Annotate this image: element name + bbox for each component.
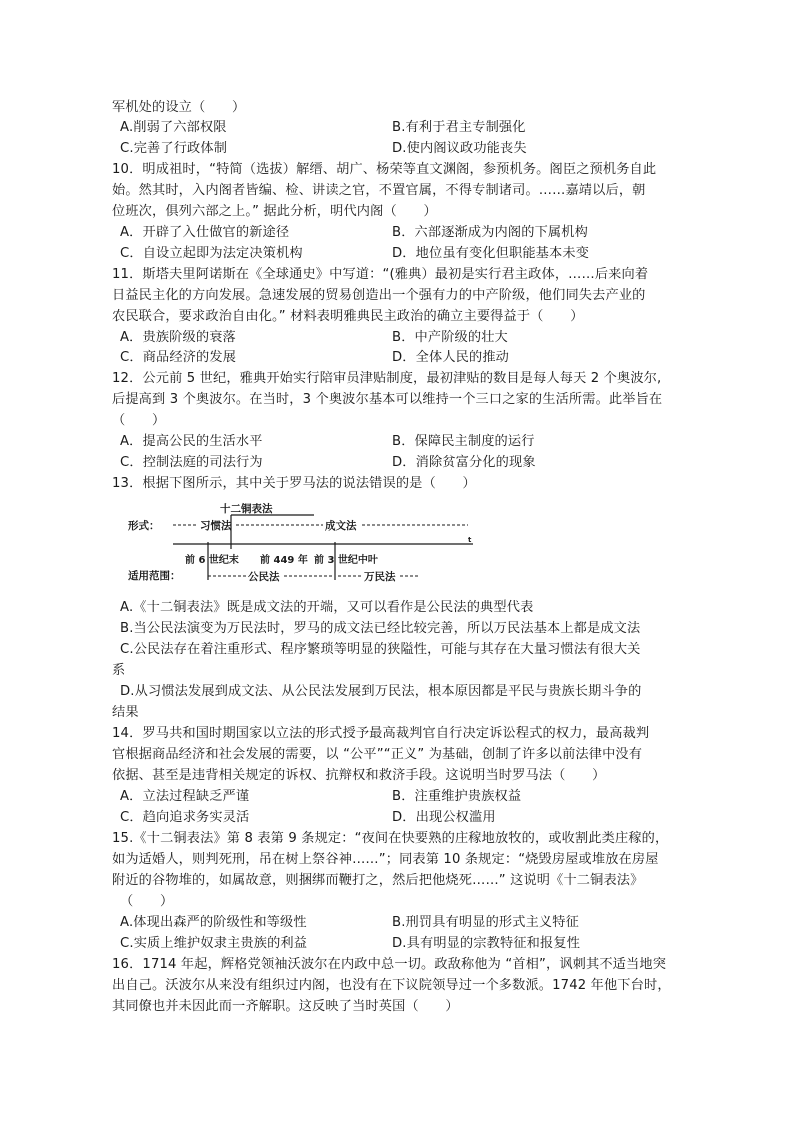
text-line-l10: 农民联合，要求政治自由化。” 材料表明雅典民主政治的确立主要得益于（ ） [112, 309, 584, 324]
text-line-l22: 系 [112, 663, 126, 678]
text-line-l35a: C.实质上维护奴隶主贵族的利益 [120, 936, 308, 951]
fig-scope-2: 万民法 [364, 571, 396, 583]
fig-row1-label: 形式： [128, 520, 160, 532]
text-line-l12b: D．全体人民的推动 [392, 350, 510, 365]
text-line-l26: 官根据商品经济和社会发展的需要，以 “公平”“正义” 为基础，创制了许多以前法律中没有 [112, 747, 643, 762]
text-line-l2b: D.使内阁议政功能丧失 [392, 141, 527, 156]
text-line-l17a: C．控制法庭的司法行为 [120, 455, 263, 470]
text-line-l28a: A．立法过程缺乏严谨 [120, 789, 250, 804]
text-line-l25: 14．罗马共和国时期国家以立法的形式授予最高裁判官自行决定诉讼程式的权力，最高裁判 [112, 726, 650, 741]
text-line-l32: 附近的谷物堆的，如属故意，则捆绑而鞭打之，然后把他烧死……” 这说明《十二铜表法》 [112, 873, 644, 888]
text-line-l4: 始。然其时，入内阁者皆编、检、讲读之官，不置官属，不得专制诸司。……嘉靖以后，朝 [112, 183, 646, 198]
text-line-l29b: D．出现公权滥用 [392, 810, 496, 825]
text-line-l3: 10．明成祖时，“特简（选拔）解缙、胡广、杨荣等直文渊阁，参预机务。阁臣之预机务自此 [112, 162, 657, 177]
timeline-svg [128, 502, 483, 592]
text-line-l12a: C．商品经济的发展 [120, 350, 237, 365]
text-line-l20: B.当公民法演变为万民法时，罗马的成文法已经比较完善，所以万民法基本上都是成文法 [120, 621, 641, 636]
text-line-l37: 出自己。沃波尔从来没有组织过内阁，也没有在下议院领导过一个多数派。1742 年他下台时， [112, 978, 671, 993]
text-line-l6a: A．开辟了入仕做官的新途径 [120, 225, 290, 240]
fig-time-3: 前 3 世纪中叶 [314, 555, 378, 566]
text-line-l38: 其同僚也并未因此而一齐解职。这反映了当时英国（ ） [112, 999, 459, 1014]
text-line-l29a: C．趋向追求务实灵活 [120, 810, 250, 825]
text-line-l2a: C.完善了行政体制 [120, 141, 228, 156]
text-line-l28b: B．注重维护贵族权益 [392, 789, 522, 804]
fig-row2-label: 适用范围： [128, 570, 181, 582]
text-line-l30: 15.《十二铜表法》第 8 表第 9 条规定：“夜间在快要熟的庄稼地放牧的，或收割此类庄稼的， [112, 831, 669, 846]
fig-time-2: 前 449 年 [260, 555, 308, 566]
text-line-l31: 如为适婚人，则判死刑，吊在树上祭谷神……”；同表第 10 条规定：“烧毁房屋或堆放在房屋 [112, 852, 659, 867]
fig-time-1: 前 6 世纪末 [185, 555, 239, 566]
text-line-l19: A.《十二铜表法》既是成文法的开端，又可以看作是公民法的典型代表 [120, 600, 534, 615]
fig-form-2: 成文法 [325, 520, 357, 532]
text-line-l8: 11．斯塔夫里阿诺斯在《全球通史》中写道：“(雅典）最初是实行君主政体，……后来向着 [112, 267, 649, 282]
text-line-l16a: A．提高公民的生活水平 [120, 434, 263, 449]
text-line-l34a: A.体现出森严的阶级性和等级性 [120, 915, 307, 930]
fig-scope-1: 公民法 [248, 571, 280, 583]
text-line-l34b: B.刑罚具有明显的形式主义特征 [392, 915, 579, 930]
text-line-l7b: D．地位虽有变化但职能基本未变 [392, 246, 590, 261]
fig-axis-end: t [468, 536, 472, 544]
text-line-l16b: B．保障民主制度的运行 [392, 434, 535, 449]
text-line-l9: 日益民主化的方向发展。急速发展的贸易创造出一个强有力的中产阶级，他们同失去产业的 [112, 288, 646, 303]
text-line-l35b: D.具有明显的宗教特征和报复性 [392, 936, 581, 951]
text-line-l13: 12．公元前 5 世纪，雅典开始实行陪审员津贴制度，最初津贴的数目是每人每天 2 个奥波尔, [112, 371, 662, 386]
text-line-l6b: B．六部逐渐成为内阁的下属机构 [392, 225, 588, 240]
fig-top-label: 十二铜表法 [220, 503, 273, 515]
fig-form-1: 习惯法 [200, 520, 232, 532]
text-line-l27: 依据、甚至是违背相关规定的诉权、抗辩权和救济手段。这说明当时罗马法（ ） [112, 768, 606, 783]
text-line-l11a: A．贵族阶级的衰落 [120, 330, 236, 345]
text-line-l11b: B．中产阶级的壮大 [392, 330, 508, 345]
text-line-l1a: A.削弱了六部权限 [120, 120, 227, 135]
text-line-l33: （ ） [120, 894, 174, 909]
text-line-l18: 13．根据下图所示，其中关于罗马法的说法错误的是（ ） [112, 476, 476, 491]
text-line-l7a: C．自设立起即为法定决策机构 [120, 246, 303, 261]
roman-law-timeline-figure [128, 502, 483, 592]
text-line-l21: C.公民法存在着注重形式、程序繁琐等明显的狭隘性，可能与其存在大量习惯法有很大关 [120, 642, 641, 657]
text-line-l24: 结果 [112, 705, 139, 720]
text-line-l23: D.从习惯法发展到成文法、从公民法发展到万民法，根本原因都是平民与贵族长期斗争的 [120, 684, 642, 699]
text-line-l17b: D．消除贫富分化的现象 [392, 455, 536, 470]
text-line-l36: 16．1714 年起，辉格党领袖沃波尔在内政中总一切。政敌称他为 “首相”，讽刺其不适当地突 [112, 957, 667, 972]
text-line-l0: 军机处的设立（ ） [112, 100, 246, 115]
text-line-l1b: B.有利于君主专制强化 [392, 120, 526, 135]
text-line-l15: （ ） [112, 413, 166, 428]
text-line-l5: 位班次，俱列六部之上。” 据此分析，明代内阁（ ） [112, 204, 437, 219]
text-line-l14: 后提高到 3 个奥波尔。在当时，3 个奥波尔基本可以维持一个三口之家的生活所需。此举旨在 [112, 392, 663, 407]
